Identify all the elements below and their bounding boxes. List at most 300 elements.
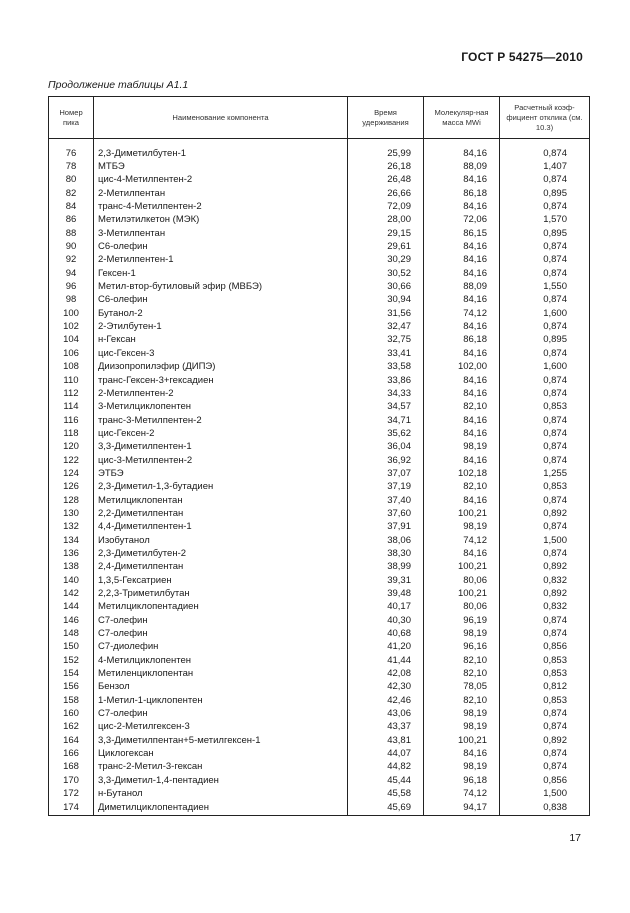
cell-peak-number: 168 xyxy=(49,761,94,774)
cell-molecular-mass: 86,15 xyxy=(424,227,500,240)
cell-component-name: 3-Метилпентан xyxy=(94,227,348,240)
table-spacer-row xyxy=(49,139,590,148)
cell-response-factor: 0,874 xyxy=(500,614,590,627)
cell-component-name: Бензол xyxy=(94,681,348,694)
table-row xyxy=(49,267,590,280)
cell-molecular-mass: 82,10 xyxy=(424,481,500,494)
cell-component-name: C7-диолефин xyxy=(94,641,348,654)
cell-molecular-mass: 84,16 xyxy=(424,254,500,267)
cell-peak-number: 170 xyxy=(49,774,94,787)
cell-peak-number: 100 xyxy=(49,307,94,320)
col-header-molecular-mass: Молекуляр-ная масса MWi xyxy=(424,97,500,139)
cell-molecular-mass: 98,19 xyxy=(424,627,500,640)
cell-response-factor: 0,853 xyxy=(500,667,590,680)
cell-component-name: Метиленциклопентан xyxy=(94,667,348,680)
table-row xyxy=(49,641,590,654)
cell-retention-time: 34,57 xyxy=(348,401,424,414)
cell-component-name: Метилциклопентан xyxy=(94,494,348,507)
col-header-component-name: Наименование компонента xyxy=(94,97,348,139)
cell-response-factor: 0,874 xyxy=(500,494,590,507)
cell-response-factor: 0,892 xyxy=(500,734,590,747)
cell-peak-number: 154 xyxy=(49,667,94,680)
cell-molecular-mass: 82,10 xyxy=(424,667,500,680)
cell-response-factor: 0,853 xyxy=(500,481,590,494)
table-row xyxy=(49,788,590,801)
cell-component-name: Изобутанол xyxy=(94,534,348,547)
cell-molecular-mass: 84,16 xyxy=(424,240,500,253)
cell-retention-time: 38,99 xyxy=(348,561,424,574)
cell-response-factor: 0,856 xyxy=(500,641,590,654)
cell-peak-number: 164 xyxy=(49,734,94,747)
cell-response-factor: 0,874 xyxy=(500,427,590,440)
cell-retention-time: 40,30 xyxy=(348,614,424,627)
cell-response-factor: 0,832 xyxy=(500,601,590,614)
table-row xyxy=(49,587,590,600)
cell-peak-number: 148 xyxy=(49,627,94,640)
table-row xyxy=(49,240,590,253)
table-row xyxy=(49,254,590,267)
cell-retention-time: 37,19 xyxy=(348,481,424,494)
cell-peak-number: 144 xyxy=(49,601,94,614)
cell-retention-time: 32,47 xyxy=(348,320,424,333)
cell-peak-number: 114 xyxy=(49,401,94,414)
cell-retention-time: 26,18 xyxy=(348,160,424,173)
cell-retention-time: 38,06 xyxy=(348,534,424,547)
cell-response-factor: 0,874 xyxy=(500,267,590,280)
cell-peak-number: 92 xyxy=(49,254,94,267)
cell-retention-time: 35,62 xyxy=(348,427,424,440)
cell-component-name: ЭТБЭ xyxy=(94,467,348,480)
cell-retention-time: 34,33 xyxy=(348,387,424,400)
table-row xyxy=(49,547,590,560)
cell-retention-time: 29,61 xyxy=(348,240,424,253)
cell-retention-time: 33,86 xyxy=(348,374,424,387)
cell-component-name: 4-Метилциклопентен xyxy=(94,654,348,667)
cell-molecular-mass: 98,19 xyxy=(424,521,500,534)
table-row xyxy=(49,654,590,667)
cell-peak-number: 152 xyxy=(49,654,94,667)
table-row xyxy=(49,734,590,747)
cell-retention-time: 33,41 xyxy=(348,347,424,360)
table-row xyxy=(49,801,590,816)
cell-peak-number: 158 xyxy=(49,694,94,707)
table-row xyxy=(49,667,590,680)
cell-molecular-mass: 74,12 xyxy=(424,534,500,547)
cell-retention-time: 43,06 xyxy=(348,707,424,720)
cell-molecular-mass: 80,06 xyxy=(424,574,500,587)
table-row xyxy=(49,214,590,227)
cell-component-name: транс-2-Метил-3-гексан xyxy=(94,761,348,774)
col-header-retention-time: Время удерживания xyxy=(348,97,424,139)
cell-component-name: 3-Метилциклопентен xyxy=(94,401,348,414)
cell-retention-time: 30,52 xyxy=(348,267,424,280)
cell-molecular-mass: 94,17 xyxy=(424,801,500,816)
cell-retention-time: 40,68 xyxy=(348,627,424,640)
table-row xyxy=(49,494,590,507)
cell-retention-time: 45,44 xyxy=(348,774,424,787)
cell-molecular-mass: 100,21 xyxy=(424,587,500,600)
cell-molecular-mass: 102,18 xyxy=(424,467,500,480)
cell-component-name: 2,3-Диметилбутен-2 xyxy=(94,547,348,560)
cell-molecular-mass: 86,18 xyxy=(424,334,500,347)
cell-peak-number: 174 xyxy=(49,801,94,816)
components-table xyxy=(48,96,590,816)
table-row xyxy=(49,601,590,614)
cell-molecular-mass: 82,10 xyxy=(424,654,500,667)
table-row xyxy=(49,334,590,347)
table-row xyxy=(49,280,590,293)
table-row xyxy=(49,361,590,374)
cell-response-factor: 1,255 xyxy=(500,467,590,480)
cell-peak-number: 110 xyxy=(49,374,94,387)
cell-retention-time: 42,30 xyxy=(348,681,424,694)
page-number: 17 xyxy=(569,832,581,844)
cell-component-name: 3,3-Диметилпентан+5-метилгексен-1 xyxy=(94,734,348,747)
table-row xyxy=(49,721,590,734)
cell-molecular-mass: 98,19 xyxy=(424,721,500,734)
cell-molecular-mass: 84,16 xyxy=(424,427,500,440)
cell-response-factor: 0,874 xyxy=(500,147,590,160)
cell-component-name: транс-3-Метилпентен-2 xyxy=(94,414,348,427)
table-row xyxy=(49,374,590,387)
cell-response-factor: 0,874 xyxy=(500,747,590,760)
cell-molecular-mass: 84,16 xyxy=(424,547,500,560)
col-header-response-factor: Расчетный коэф-фициент отклика (см. 10.3) xyxy=(500,97,590,139)
cell-response-factor: 0,874 xyxy=(500,347,590,360)
table-header-row xyxy=(49,97,590,139)
table-row xyxy=(49,574,590,587)
cell-component-name: C6-олефин xyxy=(94,240,348,253)
cell-component-name: Циклогексан xyxy=(94,747,348,760)
cell-retention-time: 28,00 xyxy=(348,214,424,227)
cell-component-name: транс-4-Метилпентен-2 xyxy=(94,200,348,213)
cell-peak-number: 136 xyxy=(49,547,94,560)
cell-peak-number: 160 xyxy=(49,707,94,720)
cell-component-name: н-Гексан xyxy=(94,334,348,347)
cell-component-name: Метилэтилкетон (МЭК) xyxy=(94,214,348,227)
cell-response-factor: 0,892 xyxy=(500,587,590,600)
cell-molecular-mass: 84,16 xyxy=(424,174,500,187)
cell-molecular-mass: 100,21 xyxy=(424,734,500,747)
cell-component-name: 2,2,3-Триметилбутан xyxy=(94,587,348,600)
cell-retention-time: 33,58 xyxy=(348,361,424,374)
cell-response-factor: 0,874 xyxy=(500,521,590,534)
cell-response-factor: 0,853 xyxy=(500,401,590,414)
cell-retention-time: 36,92 xyxy=(348,454,424,467)
cell-component-name: 2,2-Диметилпентан xyxy=(94,507,348,520)
cell-response-factor: 1,500 xyxy=(500,534,590,547)
cell-peak-number: 90 xyxy=(49,240,94,253)
table-row xyxy=(49,627,590,640)
cell-response-factor: 0,874 xyxy=(500,320,590,333)
cell-molecular-mass: 96,18 xyxy=(424,774,500,787)
cell-response-factor: 0,874 xyxy=(500,414,590,427)
table-caption: Продолжение таблицы А1.1 xyxy=(48,79,189,91)
cell-retention-time: 32,75 xyxy=(348,334,424,347)
cell-response-factor: 0,895 xyxy=(500,187,590,200)
table-row xyxy=(49,561,590,574)
cell-response-factor: 1,500 xyxy=(500,788,590,801)
table-row xyxy=(49,347,590,360)
cell-peak-number: 172 xyxy=(49,788,94,801)
cell-response-factor: 0,874 xyxy=(500,627,590,640)
cell-molecular-mass: 84,16 xyxy=(424,200,500,213)
cell-response-factor: 0,832 xyxy=(500,574,590,587)
cell-component-name: 3,3-Диметил-1,4-пентадиен xyxy=(94,774,348,787)
cell-retention-time: 41,20 xyxy=(348,641,424,654)
cell-molecular-mass: 98,19 xyxy=(424,761,500,774)
cell-component-name: н-Бутанол xyxy=(94,788,348,801)
cell-response-factor: 0,874 xyxy=(500,441,590,454)
cell-component-name: Метилциклопентадиен xyxy=(94,601,348,614)
cell-molecular-mass: 96,19 xyxy=(424,614,500,627)
table-row xyxy=(49,147,590,160)
cell-response-factor: 0,874 xyxy=(500,547,590,560)
cell-retention-time: 37,40 xyxy=(348,494,424,507)
col-header-peak-number: Номер пика xyxy=(49,97,94,139)
cell-molecular-mass: 84,16 xyxy=(424,147,500,160)
cell-component-name: 2,3-Диметил-1,3-бутадиен xyxy=(94,481,348,494)
cell-component-name: C7-олефин xyxy=(94,614,348,627)
table-row xyxy=(49,401,590,414)
cell-retention-time: 25,99 xyxy=(348,147,424,160)
table-row xyxy=(49,681,590,694)
cell-molecular-mass: 82,10 xyxy=(424,694,500,707)
cell-component-name: Гексен-1 xyxy=(94,267,348,280)
cell-retention-time: 39,31 xyxy=(348,574,424,587)
cell-molecular-mass: 100,21 xyxy=(424,561,500,574)
cell-peak-number: 86 xyxy=(49,214,94,227)
table-row xyxy=(49,774,590,787)
cell-component-name: цис-4-Метилпентен-2 xyxy=(94,174,348,187)
cell-response-factor: 1,407 xyxy=(500,160,590,173)
cell-response-factor: 0,853 xyxy=(500,654,590,667)
cell-peak-number: 96 xyxy=(49,280,94,293)
cell-peak-number: 128 xyxy=(49,494,94,507)
cell-molecular-mass: 98,19 xyxy=(424,441,500,454)
cell-component-name: 2,3-Диметилбутен-1 xyxy=(94,147,348,160)
cell-response-factor: 1,570 xyxy=(500,214,590,227)
cell-response-factor: 0,812 xyxy=(500,681,590,694)
cell-response-factor: 0,874 xyxy=(500,294,590,307)
cell-retention-time: 31,56 xyxy=(348,307,424,320)
cell-component-name: C7-олефин xyxy=(94,627,348,640)
cell-molecular-mass: 102,00 xyxy=(424,361,500,374)
table-row xyxy=(49,200,590,213)
cell-peak-number: 132 xyxy=(49,521,94,534)
cell-peak-number: 156 xyxy=(49,681,94,694)
cell-retention-time: 37,91 xyxy=(348,521,424,534)
cell-retention-time: 30,94 xyxy=(348,294,424,307)
cell-retention-time: 44,82 xyxy=(348,761,424,774)
cell-component-name: цис-3-Метилпентен-2 xyxy=(94,454,348,467)
cell-retention-time: 30,29 xyxy=(348,254,424,267)
table-row xyxy=(49,174,590,187)
cell-response-factor: 0,895 xyxy=(500,227,590,240)
table-row xyxy=(49,481,590,494)
cell-response-factor: 1,600 xyxy=(500,307,590,320)
cell-response-factor: 1,600 xyxy=(500,361,590,374)
table-row xyxy=(49,294,590,307)
cell-peak-number: 118 xyxy=(49,427,94,440)
table-row xyxy=(49,387,590,400)
cell-molecular-mass: 72,06 xyxy=(424,214,500,227)
cell-peak-number: 130 xyxy=(49,507,94,520)
cell-component-name: цис-Гексен-2 xyxy=(94,427,348,440)
table-row xyxy=(49,414,590,427)
cell-component-name: C6-олефин xyxy=(94,294,348,307)
cell-peak-number: 108 xyxy=(49,361,94,374)
cell-component-name: 4,4-Диметилпентен-1 xyxy=(94,521,348,534)
table-row xyxy=(49,160,590,173)
cell-molecular-mass: 80,06 xyxy=(424,601,500,614)
table-body xyxy=(49,139,590,816)
cell-molecular-mass: 74,12 xyxy=(424,788,500,801)
cell-molecular-mass: 84,16 xyxy=(424,494,500,507)
cell-peak-number: 138 xyxy=(49,561,94,574)
cell-peak-number: 122 xyxy=(49,454,94,467)
cell-response-factor: 0,856 xyxy=(500,774,590,787)
cell-response-factor: 0,874 xyxy=(500,174,590,187)
cell-peak-number: 94 xyxy=(49,267,94,280)
cell-molecular-mass: 84,16 xyxy=(424,320,500,333)
cell-molecular-mass: 84,16 xyxy=(424,347,500,360)
cell-peak-number: 162 xyxy=(49,721,94,734)
cell-retention-time: 43,37 xyxy=(348,721,424,734)
cell-component-name: 1,3,5-Гексатриен xyxy=(94,574,348,587)
cell-retention-time: 37,60 xyxy=(348,507,424,520)
cell-molecular-mass: 74,12 xyxy=(424,307,500,320)
cell-component-name: МТБЭ xyxy=(94,160,348,173)
cell-molecular-mass: 88,09 xyxy=(424,160,500,173)
cell-retention-time: 41,44 xyxy=(348,654,424,667)
table-row xyxy=(49,427,590,440)
cell-peak-number: 142 xyxy=(49,587,94,600)
cell-response-factor: 0,874 xyxy=(500,200,590,213)
cell-peak-number: 80 xyxy=(49,174,94,187)
table-row xyxy=(49,614,590,627)
cell-retention-time: 39,48 xyxy=(348,587,424,600)
cell-molecular-mass: 100,21 xyxy=(424,507,500,520)
cell-retention-time: 45,69 xyxy=(348,801,424,816)
table-row xyxy=(49,521,590,534)
cell-peak-number: 140 xyxy=(49,574,94,587)
table-row xyxy=(49,187,590,200)
cell-component-name: цис-Гексен-3 xyxy=(94,347,348,360)
cell-retention-time: 26,48 xyxy=(348,174,424,187)
cell-molecular-mass: 96,16 xyxy=(424,641,500,654)
cell-response-factor: 0,874 xyxy=(500,707,590,720)
cell-peak-number: 88 xyxy=(49,227,94,240)
cell-retention-time: 30,66 xyxy=(348,280,424,293)
cell-retention-time: 43,81 xyxy=(348,734,424,747)
cell-response-factor: 0,874 xyxy=(500,240,590,253)
cell-peak-number: 146 xyxy=(49,614,94,627)
cell-peak-number: 116 xyxy=(49,414,94,427)
cell-retention-time: 38,30 xyxy=(348,547,424,560)
table-row xyxy=(49,227,590,240)
cell-response-factor: 0,892 xyxy=(500,507,590,520)
cell-retention-time: 44,07 xyxy=(348,747,424,760)
table-row xyxy=(49,467,590,480)
cell-retention-time: 37,07 xyxy=(348,467,424,480)
cell-component-name: Диизопропилэфир (ДИПЭ) xyxy=(94,361,348,374)
cell-peak-number: 104 xyxy=(49,334,94,347)
table-row xyxy=(49,441,590,454)
cell-response-factor: 0,895 xyxy=(500,334,590,347)
table-row xyxy=(49,534,590,547)
cell-molecular-mass: 84,16 xyxy=(424,294,500,307)
cell-molecular-mass: 84,16 xyxy=(424,414,500,427)
cell-peak-number: 120 xyxy=(49,441,94,454)
cell-response-factor: 0,874 xyxy=(500,721,590,734)
table-row xyxy=(49,307,590,320)
cell-molecular-mass: 84,16 xyxy=(424,747,500,760)
cell-response-factor: 0,874 xyxy=(500,387,590,400)
cell-component-name: цис-2-Метилгексен-3 xyxy=(94,721,348,734)
cell-component-name: 2,4-Диметилпентан xyxy=(94,561,348,574)
cell-peak-number: 84 xyxy=(49,200,94,213)
cell-component-name: транс-Гексен-3+гексадиен xyxy=(94,374,348,387)
cell-peak-number: 76 xyxy=(49,147,94,160)
table-row xyxy=(49,320,590,333)
cell-component-name: 1-Метил-1-циклопентен xyxy=(94,694,348,707)
cell-retention-time: 72,09 xyxy=(348,200,424,213)
cell-response-factor: 0,874 xyxy=(500,374,590,387)
cell-retention-time: 26,66 xyxy=(348,187,424,200)
table-row xyxy=(49,694,590,707)
cell-peak-number: 166 xyxy=(49,747,94,760)
cell-peak-number: 82 xyxy=(49,187,94,200)
cell-response-factor: 0,874 xyxy=(500,761,590,774)
cell-molecular-mass: 88,09 xyxy=(424,280,500,293)
cell-component-name: 2-Метилпентен-2 xyxy=(94,387,348,400)
cell-molecular-mass: 84,16 xyxy=(424,374,500,387)
table-row xyxy=(49,761,590,774)
cell-component-name: Диметилциклопентадиен xyxy=(94,801,348,816)
cell-component-name: 2-Этилбутен-1 xyxy=(94,320,348,333)
cell-component-name: Метил-втор-бутиловый эфир (МВБЭ) xyxy=(94,280,348,293)
cell-peak-number: 126 xyxy=(49,481,94,494)
table-row xyxy=(49,707,590,720)
cell-response-factor: 0,838 xyxy=(500,801,590,816)
cell-peak-number: 150 xyxy=(49,641,94,654)
cell-retention-time: 45,58 xyxy=(348,788,424,801)
cell-peak-number: 98 xyxy=(49,294,94,307)
cell-retention-time: 40,17 xyxy=(348,601,424,614)
cell-peak-number: 124 xyxy=(49,467,94,480)
cell-retention-time: 34,71 xyxy=(348,414,424,427)
cell-peak-number: 112 xyxy=(49,387,94,400)
cell-peak-number: 78 xyxy=(49,160,94,173)
table-row xyxy=(49,507,590,520)
table-row xyxy=(49,454,590,467)
cell-response-factor: 1,550 xyxy=(500,280,590,293)
cell-peak-number: 134 xyxy=(49,534,94,547)
cell-retention-time: 29,15 xyxy=(348,227,424,240)
cell-response-factor: 0,892 xyxy=(500,561,590,574)
cell-molecular-mass: 84,16 xyxy=(424,454,500,467)
cell-component-name: 2-Метилпентен-1 xyxy=(94,254,348,267)
cell-molecular-mass: 86,18 xyxy=(424,187,500,200)
cell-component-name: Бутанол-2 xyxy=(94,307,348,320)
cell-peak-number: 102 xyxy=(49,320,94,333)
cell-component-name: C7-олефин xyxy=(94,707,348,720)
cell-response-factor: 0,874 xyxy=(500,454,590,467)
cell-response-factor: 0,853 xyxy=(500,694,590,707)
cell-retention-time: 42,46 xyxy=(348,694,424,707)
cell-retention-time: 36,04 xyxy=(348,441,424,454)
